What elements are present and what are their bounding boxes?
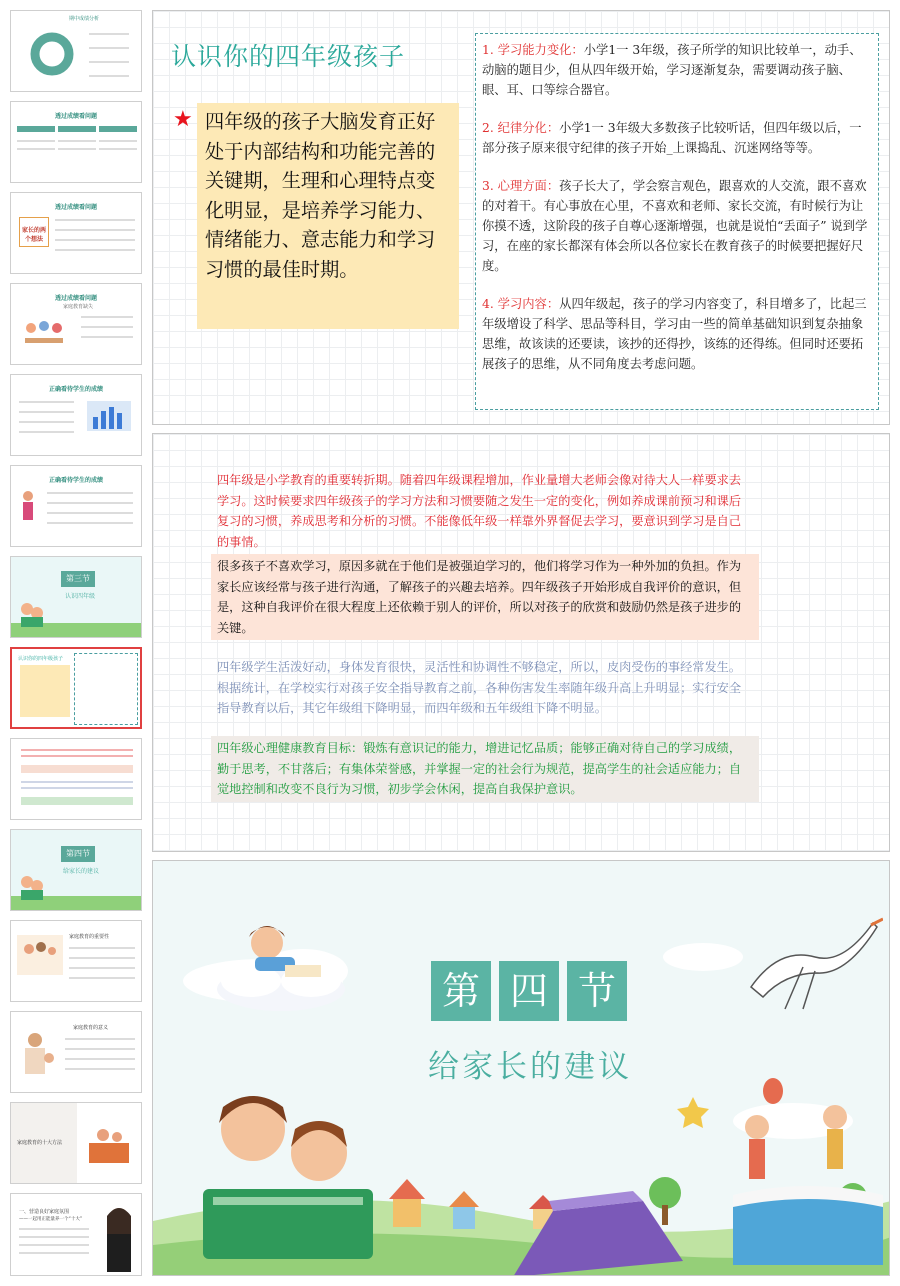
- thumb-dashed-box: [74, 653, 138, 725]
- thumbnail-slide-10[interactable]: [10, 829, 142, 911]
- thumbnail-slide-11[interactable]: [10, 920, 142, 1002]
- decorations-illustration: [673, 1061, 793, 1201]
- ring-chart-icon: [29, 31, 75, 77]
- bar-chart-icon: [85, 397, 133, 433]
- thumbnail-slide-6[interactable]: [10, 465, 142, 547]
- point-discipline: [482, 118, 872, 158]
- paragraph-dislike-learning: 很多孩子不喜欢学习，原因多就在于他们是被强迫学习的，他们将学习作为一种外加的负担。作为家长应该经常与孩子进行沟通，了解孩子的兴趣去培养。四年级孩子开始形成自我评价的意识，但是，这种自我评价在很大程度上还依赖于别人的评价，所以对孩子的欣赏和鼓励仍然是孩子进步的关键。: [211, 554, 759, 640]
- thumb-title: 正确看待学生的成绩: [48, 386, 103, 393]
- children-illustration: [17, 874, 47, 904]
- thumb-title: 家庭教育的十大方法: [17, 1140, 63, 1146]
- thumbnail-slide-7[interactable]: [10, 556, 142, 638]
- point-heading: 1. 学习能力变化：: [482, 43, 584, 57]
- point-heading: 2. 纪律分化：: [482, 121, 560, 135]
- slide-thumbnail-panel: [0, 0, 152, 1286]
- point-body: 小学1一 3年级，孩子所学的知识比较单一，动手、动脑的题目少，但从四年级开始，学习逐渐复杂，需要调动孩子脑、眼、耳、口等综合器官。: [482, 43, 862, 97]
- section-char: 第: [431, 961, 491, 1021]
- thumb-title: 家庭教育的重要性: [69, 934, 110, 940]
- point-learning-ability: [482, 40, 872, 100]
- thumbnail-slide-1[interactable]: [10, 10, 142, 92]
- red-star-icon: ★: [173, 107, 193, 132]
- thumb-title: 家庭教育的意义: [73, 1025, 109, 1031]
- changes-list-box: [475, 33, 879, 410]
- point-heading: 3. 心理方面：: [482, 179, 560, 193]
- point-learning-content: [482, 294, 872, 374]
- slide-title: 认识你的四年级孩子: [171, 42, 406, 71]
- children-illustration: [17, 601, 47, 631]
- thumbnail-slide-4[interactable]: [10, 283, 142, 365]
- slide-know-your-fourth-grader: [152, 10, 890, 425]
- mother-child-illustration: [19, 1030, 59, 1080]
- girl-reading-on-cloud-illustration: [211, 907, 351, 1019]
- point-body: 从四年级起，孩子的学习内容变了，科目增多了，比起三年级增设了科学、思品等科目，学习由一些的简单基础知识到复杂抽象思维，故该读的还要读，该抄的还得抄，该练的还得练。但同时还要拓展孩子的思维，从不同角度去考虑问题。: [482, 297, 867, 371]
- thumb-section-label: 第三节: [61, 571, 95, 587]
- thumb-title: 透过成绩看问题: [54, 295, 97, 302]
- point-psychology: [482, 176, 872, 276]
- point-body: 孩子长大了，学会察言观色，跟喜欢的人交流，跟不喜欢的对着干。有心事放在心里，不喜欢和老师、家长交流，有时候行为让你摸不透，这阶段的孩子自尊心逐渐增强，也就是说怕“丢面子” 说到学习，在座的家长都深有体会所以各位家长在教育孩子的时候要把握好尺度。: [482, 179, 868, 273]
- thumb-subtitle: 认识四年级: [65, 593, 96, 600]
- person-illustration: [19, 490, 37, 522]
- paragraph-turning-point: 四年级是小学教育的重要转折期。随着四年级课程增加，作业量增大老师会像对待大人一样要求去学习。这时候要求四年级孩子的学习方法和习惯要随之发生一定的变化，例如养成课前预习和课后复习的习惯，养成思考和分析的习惯。不能像低年级一样靠外界督促去学习，要意识到学习是自己的事情。: [217, 473, 742, 549]
- thumb-section-label: 第四节: [61, 846, 95, 862]
- section-char: 四: [499, 961, 559, 1021]
- thumbnail-slide-13[interactable]: [10, 1102, 142, 1184]
- thumbnail-slide-5[interactable]: [10, 374, 142, 456]
- thumb-title: 认识你的四年级孩子: [18, 656, 64, 662]
- section-number-boxes: [431, 961, 627, 1021]
- paragraph-mental-health-goals: 四年级心理健康教育目标：锻炼有意识记的能力，增进记忆品质；能够正确对待自己的学习成绩，勤于思考，不甘落后；有集体荣誉感，并掌握一定的社会行为规范，提高学生的社会适应能力；自觉地控制和改变不良行为习惯，初步学会休闲，提高自我保护意识。: [211, 736, 759, 802]
- purple-book-illustration: [513, 1181, 683, 1276]
- thumbnail-slide-3[interactable]: [10, 192, 142, 274]
- point-heading: 4. 学习内容：: [482, 297, 560, 311]
- thumbnail-slide-14[interactable]: [10, 1193, 142, 1276]
- thumb-title: 正确看待学生的成绩: [48, 477, 103, 484]
- thumb-subtitle: 给家长的建议: [63, 868, 100, 875]
- thumb-box-label: 家长的两个想法: [19, 217, 49, 247]
- thumb-title: 透过成绩看问题: [54, 204, 97, 211]
- thumb-title: 期中成绩分析: [69, 16, 100, 22]
- thumbnail-slide-8-current[interactable]: [10, 647, 142, 729]
- children-with-book-illustration: [183, 1077, 393, 1276]
- thumbnail-slide-9[interactable]: [10, 738, 142, 820]
- sofa-illustration: [81, 1113, 137, 1175]
- paragraph-safety: 四年级学生活泼好动，身体发育很快，灵活性和协调性不够稳定，所以，皮肉受伤的事经常发生。根据统计，在学校实行对孩子安全指导教育之前，各种伤害发生率随年级升高上升明显；实行安全指导教育以后，其它年级组下降明显，而四年级和五年级组下降不明显。: [217, 660, 742, 715]
- key-point-highlight: 四年级的孩子大脑发育正好处于内部结构和功能完善的关键期，生理和心理特点变化明显，是培养学习能力、情绪能力、意志能力和学习习惯的最佳时期。: [197, 103, 459, 329]
- section-subtitle: 给家长的建议: [428, 1049, 632, 1085]
- thumb-title: 透过成绩看问题: [54, 113, 97, 120]
- point-body: 小学1一 3年级大多数孩子比较听话，但四年级以后，一部分孩子原来很守纪律的孩子开始_上课捣乱、沉迷网络等等。: [482, 121, 862, 155]
- stork-illustration: [743, 917, 883, 1013]
- slide-fourth-grade-notes: [152, 433, 890, 852]
- woman-illustration: [99, 1202, 139, 1274]
- thumb-title: 一、营造良好家庭氛围: [19, 1209, 70, 1215]
- thumb-subtitle: 家庭教育缺失: [63, 304, 94, 310]
- slide-section-four: [152, 860, 890, 1276]
- thumb-subtitle: ——一起用正能量养一个“十大”: [19, 1217, 83, 1222]
- family-dinner-illustration: [21, 314, 67, 354]
- family-illustration: [17, 935, 63, 975]
- section-char: 节: [567, 961, 627, 1021]
- thumb-highlight-box: [20, 665, 70, 717]
- thumbnail-slide-2[interactable]: [10, 101, 142, 183]
- thumbnail-slide-12[interactable]: [10, 1011, 142, 1093]
